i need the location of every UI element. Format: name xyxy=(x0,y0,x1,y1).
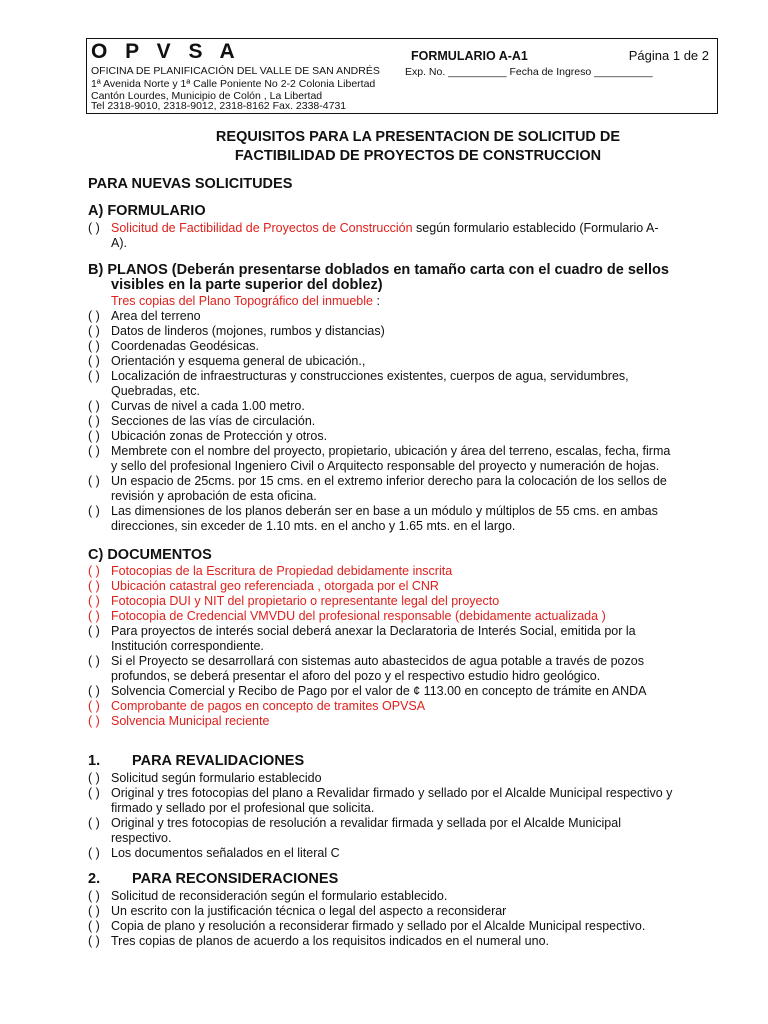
list-item: ( ) Solicitud de reconsideración según el formulario establecido. xyxy=(88,889,448,903)
list-item-cont: direcciones, sin exceder de 1.10 mts. en el ancho y 1.65 mts. en el largo. xyxy=(111,519,516,533)
exp-fields: Exp. No. __________ Fecha de Ingreso __________ xyxy=(405,66,653,78)
checkbox[interactable]: ( ) xyxy=(88,354,100,368)
org-phone: Tel 2318-9010, 2318-9012, 2318-8162 Fax. 2338-4731 xyxy=(91,100,347,112)
checkbox[interactable]: ( ) xyxy=(88,934,100,948)
checkbox[interactable]: ( ) xyxy=(88,771,100,785)
list-item: ( ) Para proyectos de interés social deberá anexar la Declaratoria de Interés Social, emitida por la xyxy=(88,624,636,638)
checkbox[interactable]: ( ) xyxy=(88,816,100,830)
list-item: ( ) Fotocopias de la Escritura de Propiedad debidamente inscrita xyxy=(88,564,453,578)
section-b-heading-1: B) PLANOS (Deberán presentarse doblados en tamaño carta con el cuadro de sellos xyxy=(88,262,669,278)
checkbox[interactable]: ( ) xyxy=(88,339,100,353)
list-item: ( ) Solvencia Comercial y Recibo de Pago por el valor de ¢ 113.00 en concepto de trámite en ANDA xyxy=(88,684,647,698)
list-item: ( ) Datos de linderos (mojones, rumbos y distancias) xyxy=(88,324,385,338)
page-number: Página 1 de 2 xyxy=(628,48,709,63)
checkbox[interactable]: ( ) xyxy=(88,444,100,458)
list-item: ( ) Secciones de las vías de circulación. xyxy=(88,414,316,428)
org-location: Cantón Lourdes, Municipio de Colón , La Libertad xyxy=(91,90,323,102)
section-new-requests: PARA NUEVAS SOLICITUDES xyxy=(88,176,293,192)
list-item-cont: y sello del profesional Ingeniero Civil o Arquitecto responsable del proyecto y numeración de hojas. xyxy=(111,459,660,473)
checkbox[interactable]: ( ) xyxy=(88,414,100,428)
checkbox[interactable]: ( ) xyxy=(88,654,100,668)
checkbox[interactable]: ( ) xyxy=(88,564,100,578)
form-id: FORMULARIO A-A1 xyxy=(411,49,528,63)
list-item: ( ) Las dimensiones de los planos deberán ser en base a un módulo y múltiplos de 55 cms. en ambas xyxy=(88,504,658,518)
list-item: ( ) Los documentos señalados en el literal C xyxy=(88,846,340,860)
list-item-cont: profundos, se deberá presentar el aforo del pozo y el respectivo estudio hidro geológico. xyxy=(111,669,601,683)
logo: O P V S A xyxy=(91,40,241,63)
list-item: ( ) Membrete con el nombre del proyecto, propietario, ubicación y área del terreno, escalas, fecha, firma xyxy=(88,444,671,458)
section-2-heading: 2. PARA RECONSIDERACIONES xyxy=(88,871,339,887)
list-item: ( ) Ubicación zonas de Protección y otros. xyxy=(88,429,328,443)
checkbox[interactable]: ( ) xyxy=(88,699,100,713)
checkbox[interactable]: ( ) xyxy=(88,889,100,903)
list-item: ( ) Ubicación catastral geo referenciada , otorgada por el CNR xyxy=(88,579,439,593)
checkbox[interactable]: ( ) xyxy=(88,624,100,638)
checkbox[interactable]: ( ) xyxy=(88,714,100,728)
section-c-heading: C) DOCUMENTOS xyxy=(88,547,212,563)
list-item: ( ) Un espacio de 25cms. por 15 cms. en el extremo inferior derecho para la colocación de los sellos de xyxy=(88,474,667,488)
section-a-item xyxy=(88,221,659,236)
doc-title-line1: REQUISITOS PARA LA PRESENTACION DE SOLICITUD DE xyxy=(215,129,621,145)
section-1-heading: 1. PARA REVALIDACIONES xyxy=(88,753,305,769)
checkbox[interactable]: ( ) xyxy=(88,579,100,593)
section-a-item-rest: según formulario establecido (Formulario A- xyxy=(412,221,659,235)
list-item: ( ) Tres copias de planos de acuerdo a los requisitos indicados en el numeral uno. xyxy=(88,934,549,948)
list-item: ( ) Localización de infraestructuras y construcciones existentes, cuerpos de agua, servidumbres, xyxy=(88,369,629,383)
header-box xyxy=(86,38,718,114)
list-item: ( ) Comprobante de pagos en concepto de tramites OPVSA xyxy=(88,699,426,713)
list-item-cont: firmado y sellado por el profesional que solicita. xyxy=(111,801,375,815)
list-item: ( ) Solicitud según formulario establecido xyxy=(88,771,322,785)
checkbox[interactable]: ( ) xyxy=(88,309,100,323)
list-item: ( ) Area del terreno xyxy=(88,309,201,323)
checkbox[interactable]: ( ) xyxy=(88,594,100,608)
list-item: ( ) Fotocopia de Credencial VMVDU del profesional responsable (debidamente actualizada ) xyxy=(88,609,606,623)
list-item: ( ) Un escrito con la justificación técnica o legal del aspecto a reconsiderar xyxy=(88,904,507,918)
org-name: OFICINA DE PLANIFICACIÓN DEL VALLE DE SAN ANDRÉS xyxy=(91,65,380,77)
checkbox[interactable]: ( ) xyxy=(88,504,100,518)
list-item: ( ) Coordenadas Geodésicas. xyxy=(88,339,260,353)
list-item-cont: revisión y aprobación de esta oficina. xyxy=(111,489,317,503)
checkbox[interactable]: ( ) xyxy=(88,324,100,338)
checkbox[interactable]: ( ) xyxy=(88,399,100,413)
checkbox[interactable]: ( ) xyxy=(88,609,100,623)
org-address: 1ª Avenida Norte y 1ª Calle Poniente No 2-2 Colonia Libertad xyxy=(91,78,376,90)
section-a-item-cont: A). xyxy=(111,236,127,250)
checkbox[interactable]: ( ) xyxy=(88,904,100,918)
doc-title-line2: FACTIBILIDAD DE PROYECTOS DE CONSTRUCCION xyxy=(234,148,602,164)
section-b-subheading: Tres copias del Plano Topográfico del inmueble : xyxy=(111,294,380,308)
list-item: ( ) Solvencia Municipal reciente xyxy=(88,714,270,728)
list-item: ( ) Copia de plano y resolución a reconsiderar firmado y sellado por el Alcalde Municipal respectivo. xyxy=(88,919,646,933)
checkbox[interactable]: ( ) xyxy=(88,369,100,383)
section-b-heading-2: visibles en la parte superior del doblez) xyxy=(111,277,383,293)
list-item-cont: respectivo. xyxy=(111,831,172,845)
list-item-cont: Institución correspondiente. xyxy=(111,639,264,653)
checkbox[interactable]: ( ) xyxy=(88,474,100,488)
section-a-heading: A) FORMULARIO xyxy=(88,203,206,219)
list-item: ( ) Curvas de nivel a cada 1.00 metro. xyxy=(88,399,305,413)
checkbox[interactable]: ( ) xyxy=(88,846,100,860)
list-item: ( ) Original y tres fotocopias del plano a Revalidar firmado y sellado por el Alcalde Municipal respectivo y xyxy=(88,786,673,800)
list-item-cont: Quebradas, etc. xyxy=(111,384,200,398)
list-item: ( ) Original y tres fotocopias de resolución a revalidar firmada y sellada por el Alcalde Municipal xyxy=(88,816,621,830)
list-item: ( ) Orientación y esquema general de ubicación., xyxy=(88,354,366,368)
section-a-item-red: Solicitud de Factibilidad de Proyectos de Construcción xyxy=(111,221,413,235)
list-item: ( ) Fotocopia DUI y NIT del propietario o representante legal del proyecto xyxy=(88,594,500,608)
checkbox[interactable]: ( ) xyxy=(88,429,100,443)
checkbox[interactable]: ( ) xyxy=(88,786,100,800)
list-item: ( ) Si el Proyecto se desarrollará con sistemas auto abastecidos de agua potable a través de pozos xyxy=(88,654,644,668)
checkbox[interactable]: ( ) xyxy=(88,221,100,235)
checkbox[interactable]: ( ) xyxy=(88,919,100,933)
checkbox[interactable]: ( ) xyxy=(88,684,100,698)
